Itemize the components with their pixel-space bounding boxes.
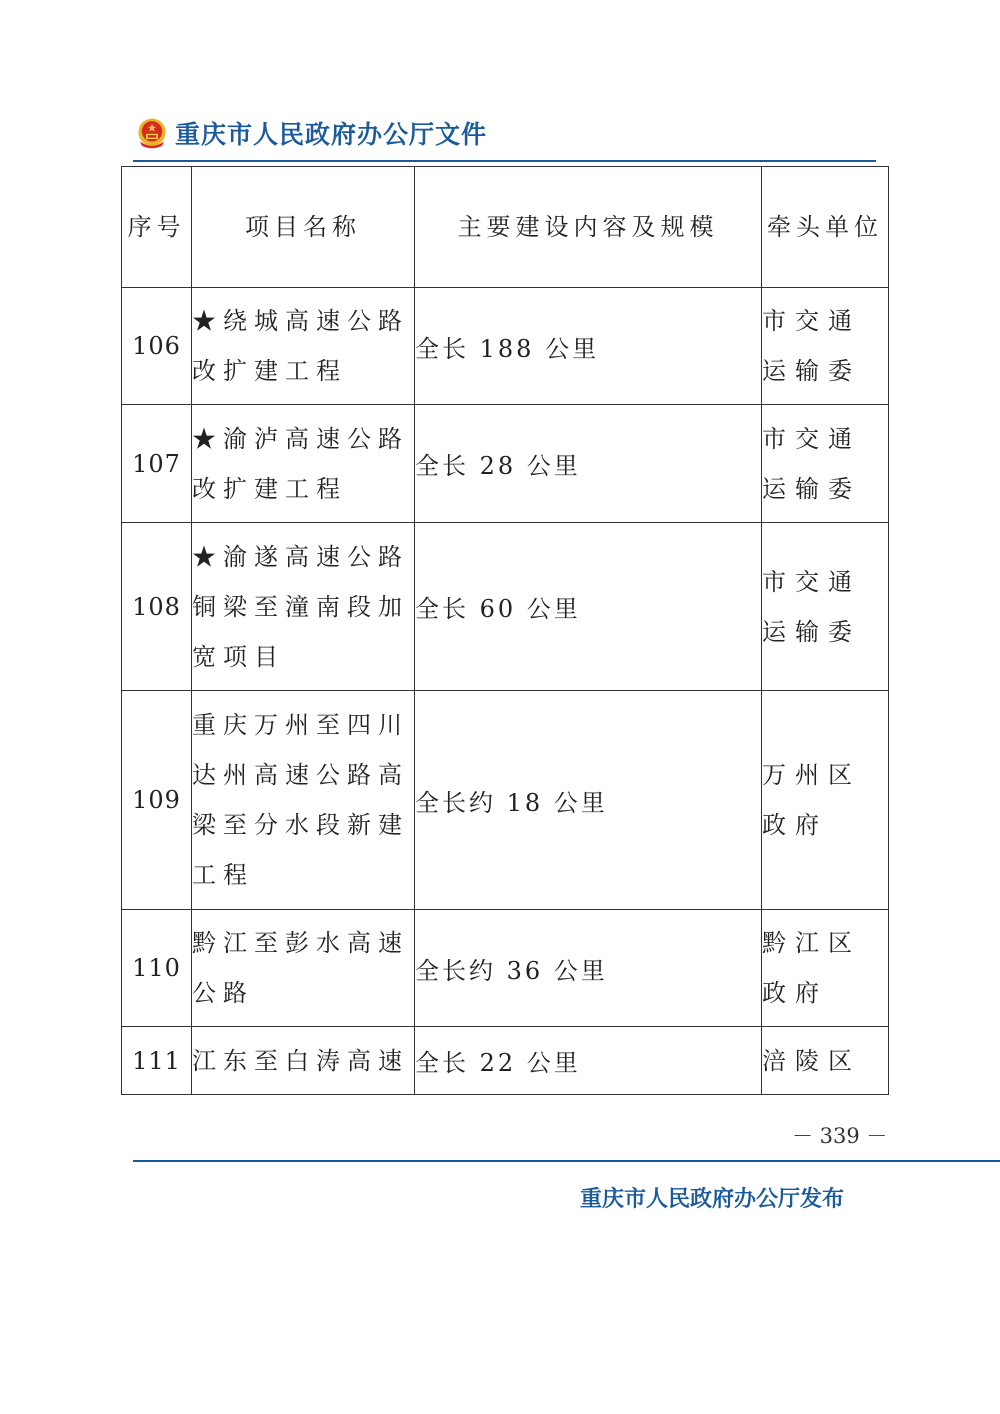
- table-row: [122, 523, 889, 691]
- table-row: [122, 910, 889, 1027]
- footer-publisher: 重庆市人民政府办公厅发布: [580, 1187, 845, 1212]
- project-name: 黔江至彭水高速公路: [192, 910, 415, 1027]
- table-header-row: [122, 167, 889, 288]
- header-divider: [133, 160, 876, 162]
- header-title: 重庆市人民政府办公厅文件: [175, 120, 488, 149]
- row-number: 108: [122, 523, 192, 691]
- project-content: 全长约 36 公里: [415, 910, 762, 1027]
- column-header-number: 序号: [122, 167, 192, 288]
- row-number: 106: [122, 288, 192, 405]
- lead-unit: 涪陵区: [762, 1027, 889, 1095]
- project-name: 江东至白涛高速: [192, 1027, 415, 1095]
- document-header: [135, 113, 487, 153]
- row-number: 111: [122, 1027, 192, 1095]
- table-row: [122, 405, 889, 523]
- project-name: ★绕城高速公路改扩建工程: [192, 288, 415, 405]
- footer-divider: [133, 1160, 1000, 1162]
- project-name: ★渝遂高速公路铜梁至潼南段加宽项目: [192, 523, 415, 691]
- row-number: 107: [122, 405, 192, 523]
- page-number: － 339 －: [792, 1124, 888, 1148]
- project-content: 全长约 18 公里: [415, 691, 762, 910]
- table-row: [122, 691, 889, 910]
- column-header-lead: 牵头单位: [762, 167, 889, 288]
- row-number: 110: [122, 910, 192, 1027]
- column-header-name: 项目名称: [192, 167, 415, 288]
- project-name: ★渝泸高速公路改扩建工程: [192, 405, 415, 523]
- project-name: 重庆万州至四川达州高速公路高梁至分水段新建工程: [192, 691, 415, 910]
- project-content: 全长 60 公里: [415, 523, 762, 691]
- lead-unit: 市交通运输委: [762, 523, 889, 691]
- project-content: 全长 188 公里: [415, 288, 762, 405]
- lead-unit: 市交通运输委: [762, 405, 889, 523]
- row-number: 109: [122, 691, 192, 910]
- project-table: [121, 166, 889, 1095]
- project-content: 全长 22 公里: [415, 1027, 762, 1095]
- table-row: [122, 288, 889, 405]
- national-emblem-icon: [135, 116, 169, 150]
- project-content: 全长 28 公里: [415, 405, 762, 523]
- lead-unit: 黔江区政府: [762, 910, 889, 1027]
- column-header-content: 主要建设内容及规模: [415, 167, 762, 288]
- table-row: [122, 1027, 889, 1095]
- lead-unit: 市交通运输委: [762, 288, 889, 405]
- lead-unit: 万州区政府: [762, 691, 889, 910]
